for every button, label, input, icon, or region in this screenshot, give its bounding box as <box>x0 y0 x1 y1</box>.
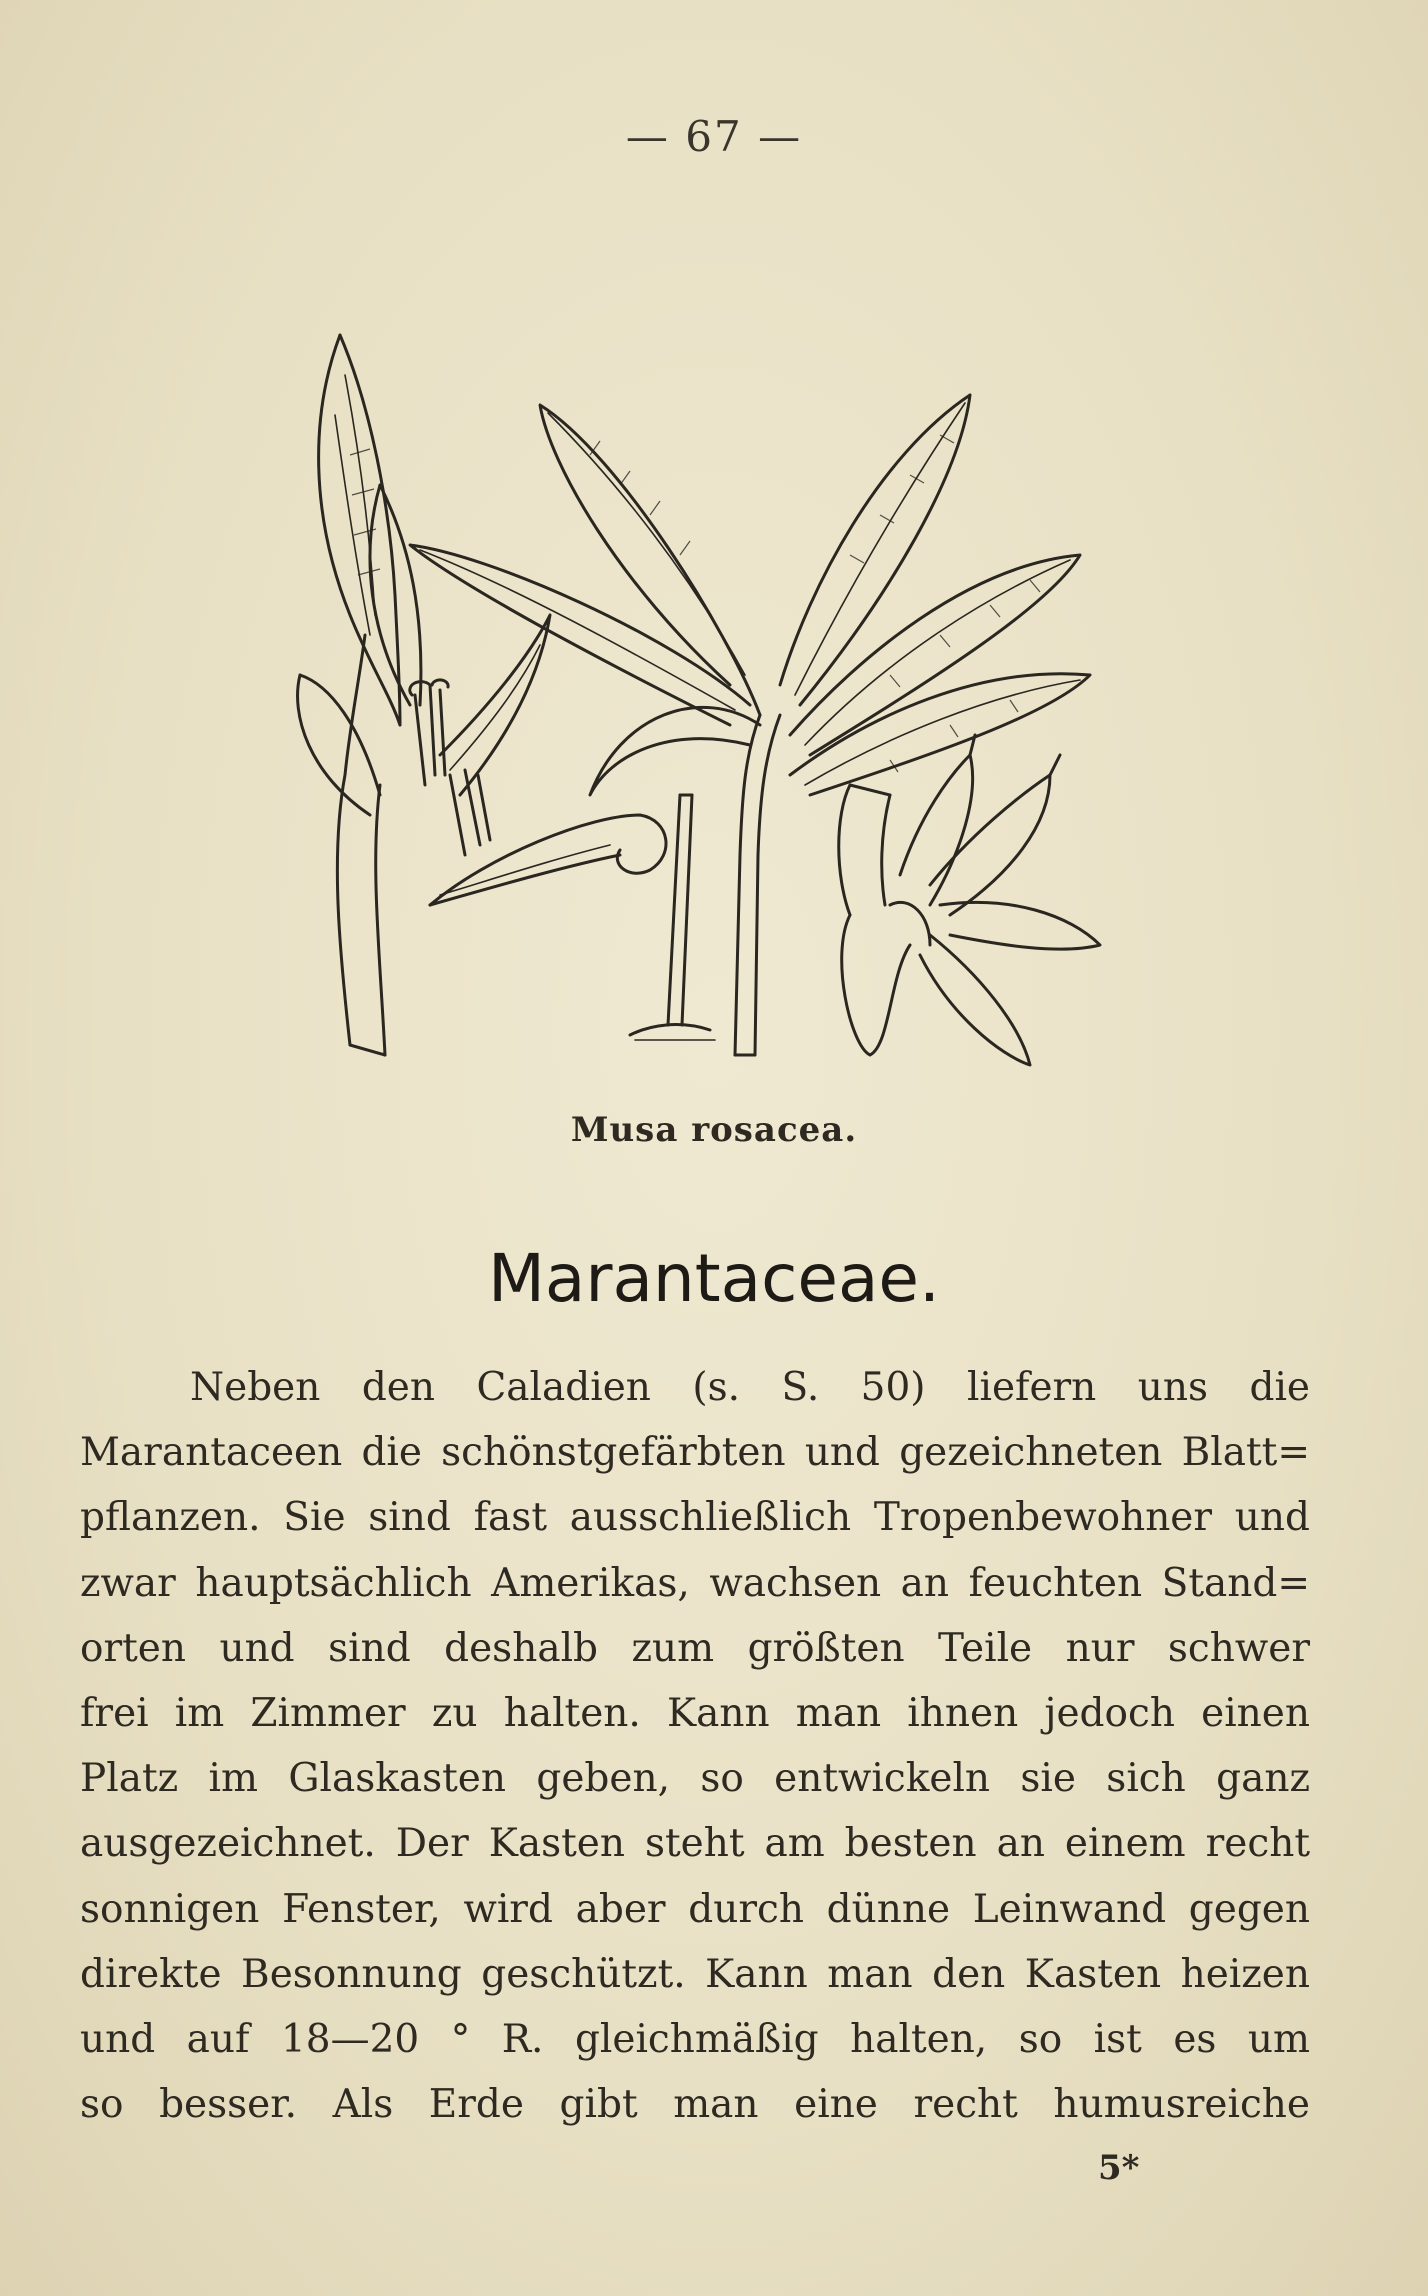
body-paragraph <box>80 1355 1310 2137</box>
text-line: so besser. Als Erde gibt man eine recht humusreiche <box>80 2082 1310 2128</box>
signature-mark: 5* <box>1098 2148 1140 2188</box>
text-line: sonnigen Fenster, wird aber durch dünne Leinwand gegen <box>80 1886 1310 1932</box>
text-line: Neben den Caladien (s. S. 50) liefern uns die <box>190 1365 1310 1410</box>
text-line: und auf 18—20 ° R. gleichmäßig halten, so ist es um <box>80 2016 1310 2062</box>
text-line: direkte Besonnung geschützt. Kann man den Kasten heizen <box>80 1951 1310 1997</box>
text-line: pflanzen. Sie sind fast ausschließlich Tropenbewohner und <box>80 1495 1310 1541</box>
text-line: ausgezeichnet. Der Kasten steht am besten an einem recht <box>80 1821 1310 1867</box>
page-number: — 67 — <box>625 112 803 161</box>
text-line: zwar hauptsächlich Amerikas, wachsen an feuchten Stand= <box>80 1560 1310 1606</box>
text-line: orten und sind deshalb zum größten Teile nur schwer <box>80 1625 1310 1671</box>
musa-rosacea-illustration <box>290 255 1110 1095</box>
text-line: frei im Zimmer zu halten. Kann man ihnen jedoch einen <box>80 1690 1310 1736</box>
figure-caption: Musa rosacea. <box>570 1110 858 1150</box>
text-line: Platz im Glaskasten geben, so entwickeln sie sich ganz <box>80 1756 1310 1802</box>
section-heading: Marantaceae. <box>487 1240 941 1317</box>
text-line: Marantaceen die schönstgefärbten und gezeichneten Blatt= <box>80 1430 1310 1476</box>
